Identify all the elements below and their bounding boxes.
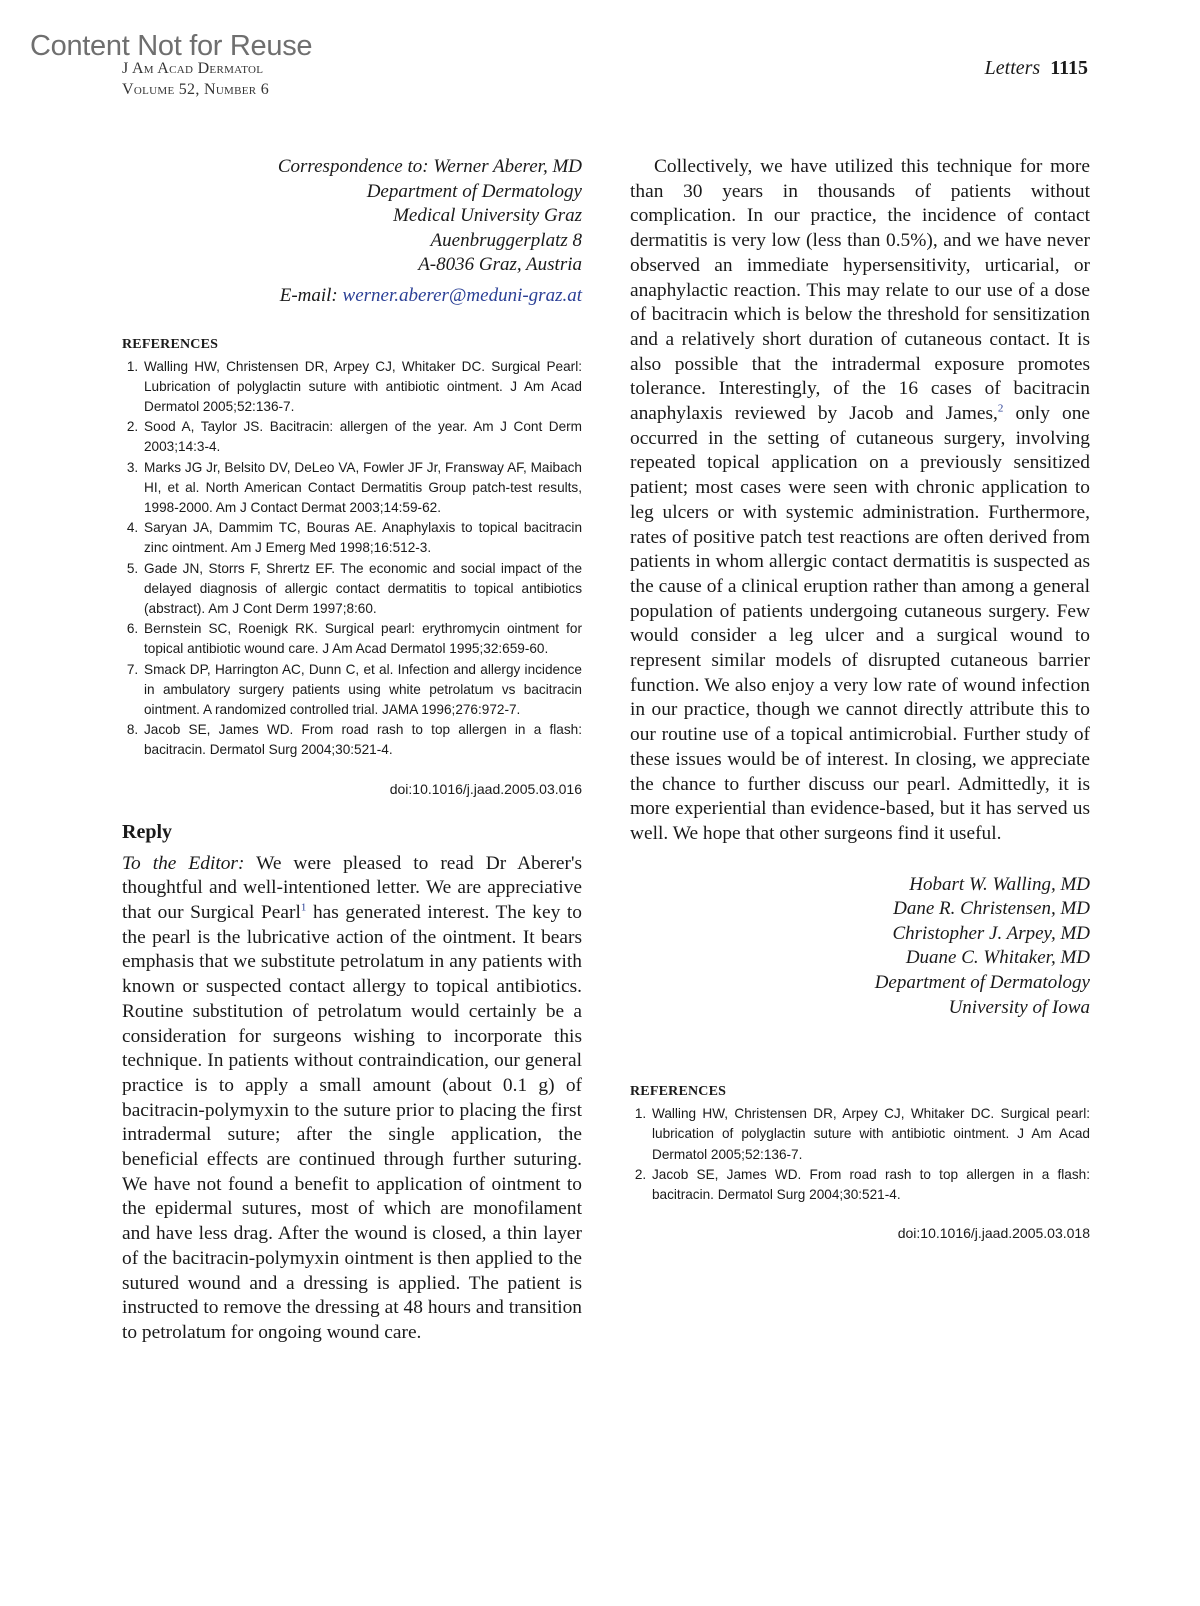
journal-name: J Am Acad Dermatol [122, 60, 264, 77]
journal-header [122, 58, 269, 100]
section-name: Letters [984, 57, 1041, 79]
references-list [122, 357, 582, 761]
doi-link[interactable]: doi:10.1016/j.jaad.2005.03.016 [389, 780, 582, 797]
reference-item: 1. Walling HW, Christensen DR, Arpey CJ, Whitaker DC. Surgical Pearl: Lubrication of polyglactin suture with antibiotic ointment. J Am Acad Dermatol 2005;52:136-7. [142, 357, 582, 418]
email-line [122, 284, 582, 309]
author-name: Dane R. Christensen, MD [893, 898, 1090, 920]
correspondence-line: Auenbruggerplatz 8 [430, 229, 582, 251]
watermark: Content Not for Reuse [30, 30, 313, 62]
salutation: To the Editor: [122, 852, 245, 874]
affiliation: Department of Dermatology [874, 972, 1090, 994]
reference-item: 3. Marks JG Jr, Belsito DV, DeLeo VA, Fowler JF Jr, Fransway AF, Maibach HI, et al. North American Contact Dermatitis Group patch-test results, 1998-2000. Am J Contact Dermat 2003;14:59-62. [142, 458, 582, 519]
page-header [985, 57, 1088, 80]
reference-item: 7. Smack DP, Harrington AC, Dunn C, et al. Infection and allergy incidence in ambulatory surgery patients using white petrolatum vs bacitracin ointment. A randomized controlled trial. JAMA 1996;276:972-7. [142, 660, 582, 721]
reply-text: We were pleased to read Dr Aberer's thoughtful and well-intentioned letter. We are appreciative that our Surgical Pearl [122, 852, 582, 924]
reply-paragraph-1 [122, 852, 582, 1346]
reply-text: only one occurred in the setting of cutaneous surgery, involving repeated topical application on a previously sensitized patient; most cases were seen with chronic application to leg ulcers or with systemic administration. Furthermore, rates of positive patch test reactions are often derived from patients in whom allergic contact dermatitis is suspected as the cause of a clinical eruption rather than among a general population of patients undergoing cutaneous surgery. Few would consider a leg ulcer and a surgical wound to represent similar models of disrupted cutaneous barrier function. We also enjoy a very low rate of wound infection in our practice, though we cannot directly attribute this to our routine use of a topical antimicrobial. Further study of these issues would be of interest. In closing, we appreciate the chance to further discuss our pearl. Admittedly, it is more experiential than evidence-based, but it has served us well. We hope that other surgeons find it useful. [630, 403, 1090, 844]
author-name: Christopher J. Arpey, MD [892, 922, 1090, 944]
citation-link[interactable]: 2 [997, 402, 1004, 415]
reply-paragraph-2 [630, 155, 1090, 847]
correspondence-line: Department of Dermatology [366, 180, 582, 202]
citation-link[interactable]: 1 [300, 901, 307, 914]
correspondence-line: Medical University Graz [393, 205, 582, 227]
doi-link[interactable]: doi:10.1016/j.jaad.2005.03.018 [897, 1225, 1090, 1242]
reference-item: 1. Walling HW, Christensen DR, Arpey CJ, Whitaker DC. Surgical pearl: lubrication of polyglactin suture with antibiotic ointment. J Am Acad Dermatol 2005;52:136-7. [650, 1104, 1090, 1165]
references-heading: REFERENCES [630, 1084, 727, 1100]
correspondence-block [122, 155, 582, 309]
email-label: E-mail: [279, 284, 343, 306]
correspondence-line: Correspondence to: Werner Aberer, MD [277, 156, 582, 177]
reply-text: Collectively, we have utilized this technique for more than 30 years in thousands of patients without complication. In our practice, the incidence of contact dermatitis is very low (less than 0.5%), and we have never observed an immediate hypersensitivity, urticarial, or anaphylactic reaction. This may relate to our use of a dose of bacitracin which is below the threshold for sensitization and a relatively short duration of cutaneous contact. It is also possible that the intradermal exposure promotes tolerance. Interestingly, of the 16 cases of bacitracin anaphylaxis reviewed by Jacob and James, [630, 156, 1090, 425]
right-column [630, 155, 1090, 1241]
references-list [630, 1104, 1090, 1205]
reference-item: 2. Jacob SE, James WD. From road rash to top allergen in a flash: bacitracin. Dermatol Surg 2004;30:521-4. [650, 1165, 1090, 1205]
journal-volume: Volume 52, Number 6 [122, 81, 270, 98]
reply-heading: Reply [122, 820, 172, 843]
author-name: Hobart W. Walling, MD [909, 873, 1090, 895]
page-number: 1115 [1050, 57, 1088, 79]
email-link[interactable]: werner.aberer@meduni-graz.at [342, 284, 582, 306]
references-heading: REFERENCES [122, 336, 219, 352]
reference-item: 4. Saryan JA, Dammim TC, Bouras AE. Anaphylaxis to topical bacitracin zinc ointment. Am J Emerg Med 1998;16:512-3. [142, 518, 582, 558]
signature-block [630, 873, 1090, 1021]
reference-item: 5. Gade JN, Storrs F, Shrertz EF. The economic and social impact of the delayed diagnosis of allergic contact dermatitis to topical antibiotics (abstract). Am J Cont Derm 1997;8:60. [142, 559, 582, 620]
author-name: Duane C. Whitaker, MD [905, 947, 1090, 969]
left-column [122, 155, 582, 1346]
right-references [630, 1084, 1090, 1241]
correspondence-line: A-8036 Graz, Austria [418, 254, 582, 276]
reference-item: 8. Jacob SE, James WD. From road rash to top allergen in a flash: bacitracin. Dermatol Surg 2004;30:521-4. [142, 720, 582, 760]
reference-item: 6. Bernstein SC, Roenigk RK. Surgical pearl: erythromycin ointment for topical antibiotic wound care. J Am Acad Dermatol 1995;32:659-60. [142, 619, 582, 659]
affiliation: University of Iowa [948, 996, 1090, 1018]
reference-item: 2. Sood A, Taylor JS. Bacitracin: allergen of the year. Am J Cont Derm 2003;14:3-4. [142, 417, 582, 457]
reply-text: has generated interest. The key to the pearl is the lubricative action of the ointment. It bears emphasis that we substitute petrolatum in any patients with known or suspected contact allergy to topical antibiotics. Routine substitution of petrolatum would certainly be a consideration for surgeons wishing to incorporate this technique. In patients without contraindication, our general practice is to apply a small amount (about 0.1 g) of bacitracin-polymyxin to the suture prior to placing the first intradermal suture; after the single application, the beneficial effects are continued through further suturing. We have not found a benefit to application of ointment to the epidermal sutures, most of which are monofilament and have less drag. After the wound is closed, a thin layer of the bacitracin-polymyxin ointment is then applied to the sutured wound and a dressing is applied. The patient is instructed to remove the dressing at 48 hours and transition to petrolatum for ongoing wound care. [122, 902, 582, 1343]
